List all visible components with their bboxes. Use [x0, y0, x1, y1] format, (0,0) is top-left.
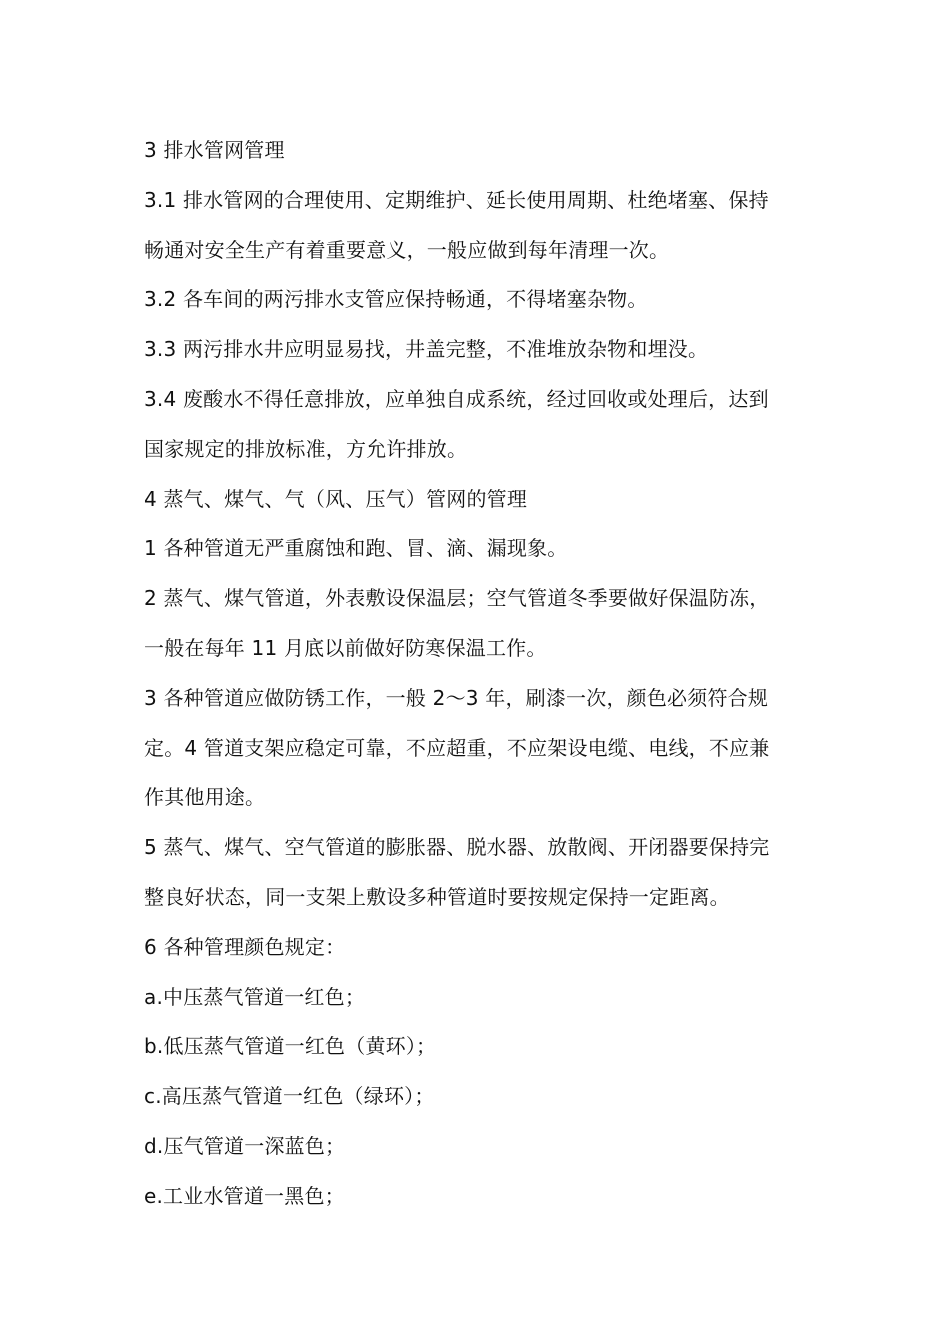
paragraph-line: 定。4 管道支架应稳定可靠，不应超重，不应架设电缆、电线，不应兼 — [144, 735, 770, 760]
list-item: c.高压蒸气管道一红色（绿环）； — [144, 1084, 435, 1109]
paragraph-line: 2 蒸气、煤气管道，外表敷设保温层；空气管道冬季要做好保温防冻， — [144, 586, 770, 611]
paragraph-line: 一般在每年 11 月底以前做好防寒保温工作。 — [144, 635, 547, 660]
paragraph-line: 3.2 各车间的两污排水支管应保持畅通，不得堵塞杂物。 — [144, 287, 648, 312]
section-heading: 3 排水管网管理 — [144, 138, 285, 162]
paragraph-line: 整良好状态，同一支架上敷设多种管道时要按规定保持一定距离。 — [144, 884, 730, 909]
paragraph-line: 1 各种管道无严重腐蚀和跑、冒、滴、漏现象。 — [144, 536, 568, 561]
list-item: a.中压蒸气管道一红色； — [144, 984, 366, 1009]
paragraph-line: 3.4 废酸水不得任意排放，应单独自成系统，经过回收或处理后，达到 — [144, 386, 769, 411]
list-item: e.工业水管道一黑色； — [144, 1183, 345, 1208]
list-item: b.低压蒸气管道一红色（黄环）； — [144, 1034, 437, 1059]
paragraph-line: 3 各种管道应做防锈工作，一般 2～3 年，刷漆一次，颜色必须符合规 — [144, 685, 769, 710]
paragraph-line: 作其他用途。 — [144, 785, 266, 810]
document-body — [144, 126, 809, 1222]
paragraph-line: 国家规定的排放标准，方允许排放。 — [144, 436, 468, 461]
list-item: d.压气管道一深蓝色； — [144, 1133, 346, 1158]
section-heading: 4 蒸气、煤气、气（风、压气）管网的管理 — [144, 486, 528, 511]
paragraph-line: 3.3 两污排水井应明显易找，井盖完整，不准堆放杂物和埋没。 — [144, 337, 709, 362]
paragraph-line: 畅通对安全生产有着重要意义，一般应做到每年清理一次。 — [144, 237, 670, 262]
paragraph-line: 5 蒸气、煤气、空气管道的膨胀器、脱水器、放散阀、开闭器要保持完 — [144, 835, 770, 860]
paragraph-line: 3.1 排水管网的合理使用、定期维护、延长使用周期、杜绝堵塞、保持 — [144, 187, 769, 212]
paragraph-line: 6 各种管理颜色规定： — [144, 934, 346, 959]
